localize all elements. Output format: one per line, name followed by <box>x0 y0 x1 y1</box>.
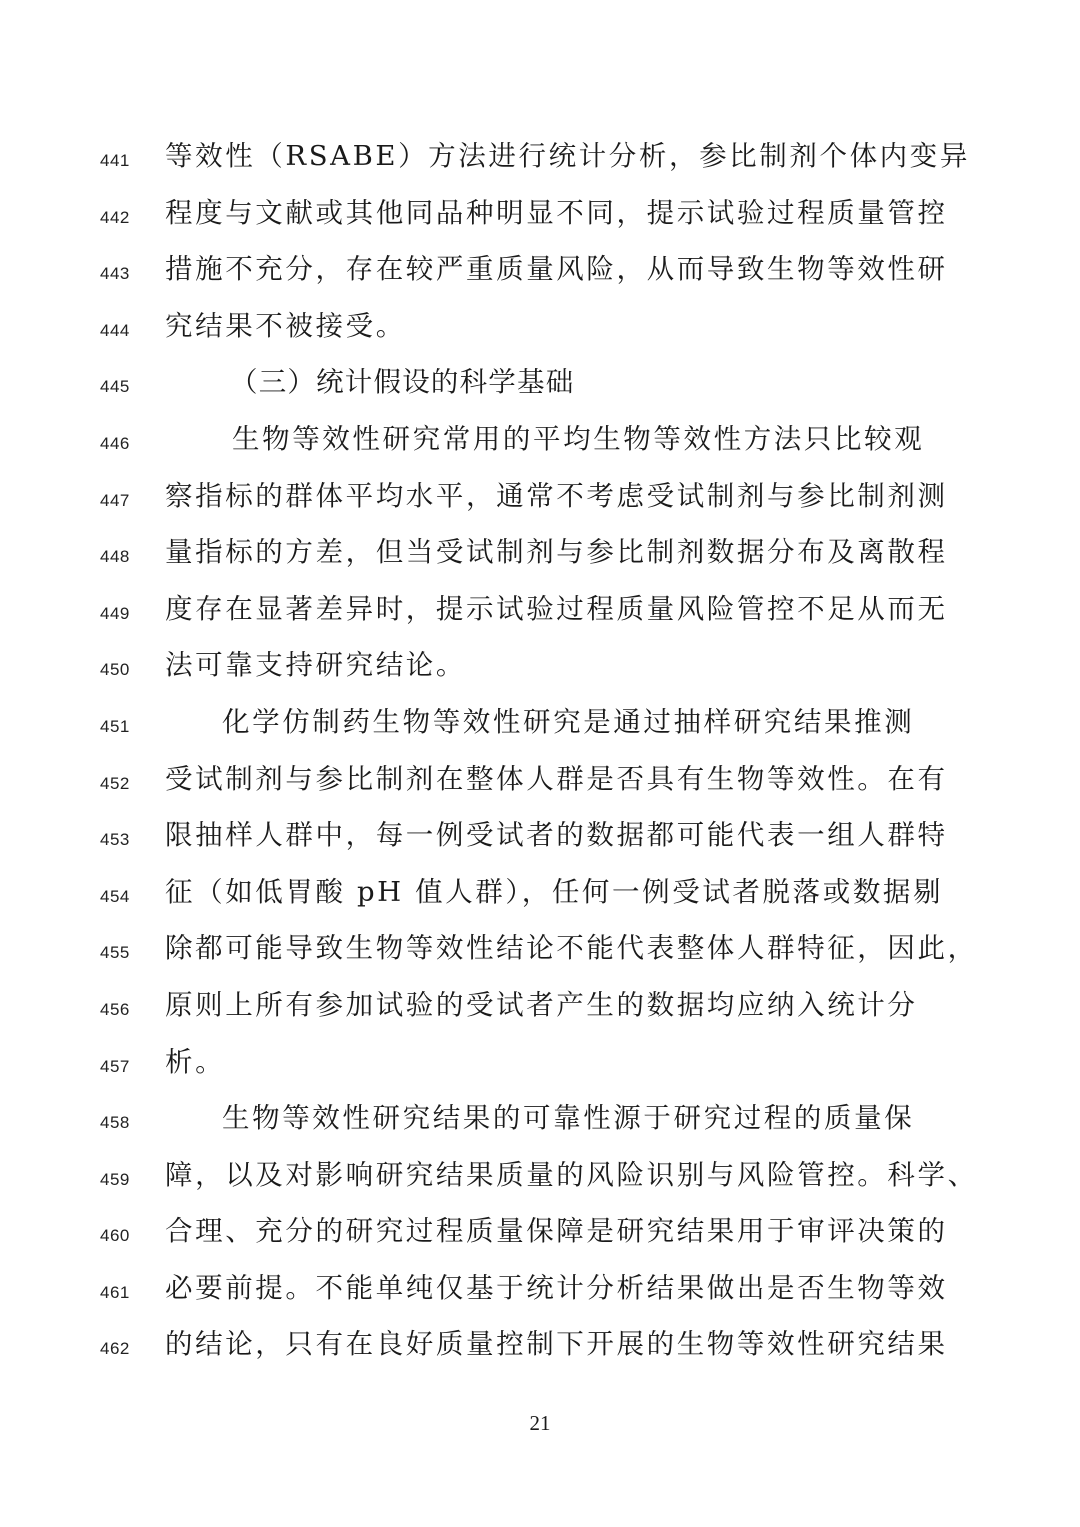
line-number: 460 <box>100 1226 130 1246</box>
line-446 <box>0 414 1080 471</box>
line-text: 受试制剂与参比制剂在整体人群是否具有生物等效性。在有 <box>165 762 948 795</box>
line-text: 析。 <box>165 1045 226 1078</box>
line-number: 446 <box>100 433 130 453</box>
line-number: 452 <box>100 773 130 793</box>
line-number: 444 <box>100 320 130 340</box>
line-455 <box>0 923 1080 980</box>
line-text: 限抽样人群中，每一例受试者的数据都可能代表一组人群特 <box>165 819 948 852</box>
line-number: 450 <box>100 660 130 680</box>
line-text: 程度与文献或其他同品种明显不同，提示试验过程质量管控 <box>165 196 948 229</box>
line-462 <box>0 1319 1080 1376</box>
line-460 <box>0 1206 1080 1263</box>
line-461 <box>0 1263 1080 1320</box>
line-454 <box>0 867 1080 924</box>
line-number: 441 <box>100 151 130 170</box>
line-number: 447 <box>100 490 130 510</box>
line-list <box>0 131 1080 1376</box>
line-number: 445 <box>100 377 130 397</box>
line-text: 量指标的方差，但当受试制剂与参比制剂数据分布及离散程 <box>165 536 948 569</box>
line-441 <box>0 131 1080 188</box>
line-text: 措施不充分，存在较严重质量风险，从而导致生物等效性研 <box>165 253 948 286</box>
page-number: 21 <box>529 1411 551 1435</box>
line-457 <box>0 1037 1080 1094</box>
line-449 <box>0 584 1080 641</box>
line-text: 究结果不被接受。 <box>165 309 406 342</box>
line-number: 459 <box>100 1169 130 1189</box>
line-number: 457 <box>100 1056 130 1076</box>
line-452 <box>0 754 1080 811</box>
line-459 <box>0 1150 1080 1207</box>
line-number: 451 <box>100 716 130 736</box>
line-number: 453 <box>100 830 130 850</box>
line-442 <box>0 188 1080 245</box>
line-number: 455 <box>100 943 130 963</box>
line-text: 必要前提。不能单纯仅基于统计分析结果做出是否生物等效 <box>165 1271 948 1304</box>
line-number: 461 <box>100 1282 130 1302</box>
line-text: 等效性（RSABE）方法进行统计分析，参比制剂个体内变异 <box>165 140 970 172</box>
line-text: 化学仿制药生物等效性研究是通过抽样研究结果推测 <box>222 705 915 738</box>
line-text: 生物等效性研究常用的平均生物等效性方法只比较观 <box>232 422 925 455</box>
line-number: 448 <box>100 547 130 567</box>
line-447 <box>0 471 1080 528</box>
line-number: 449 <box>100 603 130 623</box>
line-456 <box>0 980 1080 1037</box>
line-text: 法可靠支持研究结论。 <box>165 649 466 682</box>
line-number: 442 <box>100 207 130 227</box>
line-448 <box>0 527 1080 584</box>
line-458 <box>0 1093 1080 1150</box>
line-number: 443 <box>100 264 130 284</box>
line-443 <box>0 244 1080 301</box>
line-number: 456 <box>100 999 130 1019</box>
line-text: 合理、充分的研究过程质量保障是研究结果用于审评决策的 <box>165 1215 948 1248</box>
line-text: 征（如低胃酸 pH 值人群），任何一例受试者脱落或数据剔 <box>165 875 944 908</box>
line-text: 度存在显著差异时，提示试验过程质量风险管控不足从而无 <box>165 592 948 625</box>
line-text: 除都可能导致生物等效性结论不能代表整体人群特征，因此， <box>165 932 978 965</box>
line-450 <box>0 640 1080 697</box>
line-text: 察指标的群体平均水平，通常不考虑受试制剂与参比制剂测 <box>165 479 948 512</box>
line-number: 454 <box>100 886 130 906</box>
line-text: 障，以及对影响研究结果质量的风险识别与风险管控。科学、 <box>165 1158 978 1191</box>
line-453 <box>0 810 1080 867</box>
line-text: 生物等效性研究结果的可靠性源于研究过程的质量保 <box>222 1102 915 1135</box>
section-heading: （三）统计假设的科学基础 <box>230 366 575 399</box>
line-text: 的结论，只有在良好质量控制下开展的生物等效性研究结果 <box>165 1328 948 1361</box>
line-number: 458 <box>100 1113 130 1133</box>
line-444 <box>0 301 1080 358</box>
line-445 <box>0 357 1080 414</box>
line-text: 原则上所有参加试验的受试者产生的数据均应纳入统计分 <box>165 988 918 1021</box>
line-451 <box>0 697 1080 754</box>
line-number: 462 <box>100 1339 130 1359</box>
